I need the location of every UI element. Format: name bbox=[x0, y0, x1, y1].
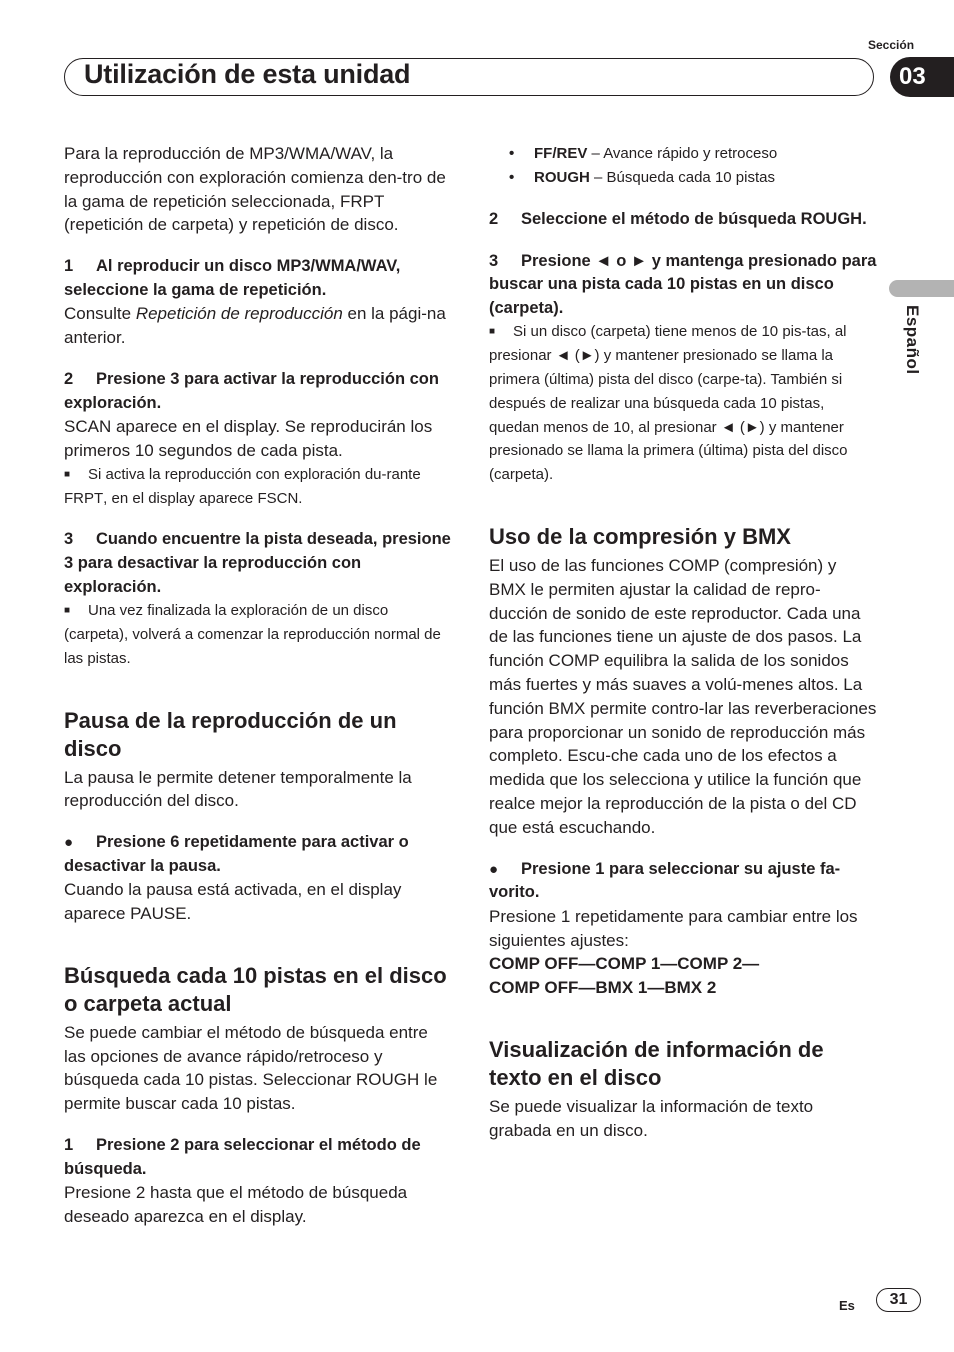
square-bullet-icon: ■ bbox=[64, 605, 71, 617]
bullet-rough: • ROUGH – Búsqueda cada 10 pistas bbox=[489, 166, 877, 190]
bullet-ffrev: • FF/REV – Avance rápido y retroceso bbox=[489, 142, 877, 166]
right-step-2: 2 Seleccione el método de búsqueda ROUGH. bbox=[489, 210, 867, 228]
comp-step-text: Presione 1 repetidamente para cambiar entre los siguientes ajustes: bbox=[489, 906, 858, 950]
step-1-text: Consulte Repetición de reproducción en la pági-na anterior. bbox=[64, 304, 446, 348]
pause-step: ● Presione 6 repetidamente para activar o desactivar la pausa. bbox=[64, 833, 409, 875]
step-2-text: SCAN aparece en el display. Se reproducirán los primeros 10 segundos de cada pista. bbox=[64, 417, 433, 460]
step-3: 3 Cuando encuentre la pista deseada, presione 3 para desactivar la reproducción con exploración. bbox=[64, 530, 451, 596]
page-number: 31 bbox=[876, 1288, 921, 1312]
text-info-text: Se puede visualizar la información de texto grabada en un disco. bbox=[489, 1096, 814, 1140]
section-label: Sección bbox=[868, 38, 915, 52]
search-heading: Búsqueda cada 10 pistas en el disco o carpeta actual bbox=[64, 962, 447, 1016]
step-2: 2 Presione 3 para activar la reproducción con exploración. bbox=[64, 369, 439, 412]
comp-sequence-line-1: COMP OFF—COMP 1—COMP 2— bbox=[489, 954, 760, 974]
search-text: Se puede cambiar el método de búsqueda entre las opciones de avance rápido/retroceso y búsqueda cada 10 pistas. Seleccionar ROUGH le permite buscar cada 10 pistas. bbox=[64, 1022, 438, 1114]
comp-text: El uso de las funciones COMP (compresión) y BMX le permiten ajustar la calidad de repro-ducción de sonido de este reproductor. Cada una de las funciones tiene un ajuste de dos pasos. La función COMP equilibra la salida de los sonidos más fuertes y más suaves a volú-menes altos. La función BMX permite contro-lar las reverberaciones para proporcionar un sonido de reproducción más completo. Escu-che cada uno de los efectos a medida que los selecciona y utilice la función que realce mejor la reproducción de la pista o del CD que está escuchando. bbox=[489, 555, 877, 837]
pause-text: La pausa le permite detener temporalmente la reproducción del disco. bbox=[64, 767, 412, 811]
comp-sequence-line-2: COMP OFF—BMX 1—BMX 2 bbox=[489, 978, 717, 998]
language-tab-label: Español bbox=[903, 305, 922, 375]
step-2-note: ■ Si activa la reproducción con exploración du-rante FRPT, en el display aparece FSCN. bbox=[64, 463, 454, 511]
comp-heading: Uso de la compresión y BMX bbox=[489, 523, 791, 549]
right-step-3: 3 Presione ◄ o ► y mantenga presionado para buscar una pista cada 10 pistas en un disco (carpeta). bbox=[489, 251, 877, 317]
square-bullet-icon: ■ bbox=[489, 326, 496, 338]
pause-heading: Pausa de la reproducción de un disco bbox=[64, 707, 397, 761]
search-step-1: 1 Presione 2 para seleccionar el método de búsqueda. bbox=[64, 1136, 421, 1178]
text-info-heading: Visualización de información de texto en el disco bbox=[489, 1036, 824, 1090]
intro-paragraph: Para la reproducción de MP3/WMA/WAV, la reproducción con exploración comienza den-tro de la gama de repetición seleccionada, FRPT (repetición de carpeta) y repetición de disco. bbox=[64, 144, 446, 235]
square-bullet-icon: ■ bbox=[64, 468, 71, 480]
step-1: 1 Al reproducir un disco MP3/WMA/WAV, seleccione la gama de repetición. bbox=[64, 257, 401, 299]
round-bullet-icon: ● bbox=[64, 834, 74, 852]
footer-language-code: Es bbox=[839, 1298, 855, 1313]
language-tab-marker bbox=[889, 280, 954, 297]
step-3-note: ■ Una vez finalizada la exploración de un disco (carpeta), volverá a comenzar la reproducción normal de las pistas. bbox=[64, 599, 454, 670]
round-bullet-icon: ● bbox=[489, 860, 499, 878]
pause-step-text: Cuando la pausa está activada, en el display aparece PAUSE. bbox=[64, 880, 402, 924]
section-number-badge: 03 bbox=[890, 57, 954, 97]
left-column bbox=[64, 142, 454, 1229]
right-column bbox=[489, 142, 877, 1142]
search-step-1-text: Presione 2 hasta que el método de búsqueda deseado aparezca en el display. bbox=[64, 1183, 408, 1227]
page-title: Utilización de esta unidad bbox=[84, 59, 411, 89]
comp-step: ● Presione 1 para seleccionar su ajuste fa-vorito. bbox=[489, 859, 841, 902]
right-step-3-note: ■ Si un disco (carpeta) tiene menos de 10 pis-tas, al presionar ◄ (►) y mantener presionado se llama la primera (última) pista del disco (carpe-ta). También si después de realizar una búsqueda cada 10 pistas, quedan menos de 10, al presionar ◄ (►) y mantener presionado se llama la primera (última) pista del disco (carpeta). bbox=[489, 320, 877, 487]
